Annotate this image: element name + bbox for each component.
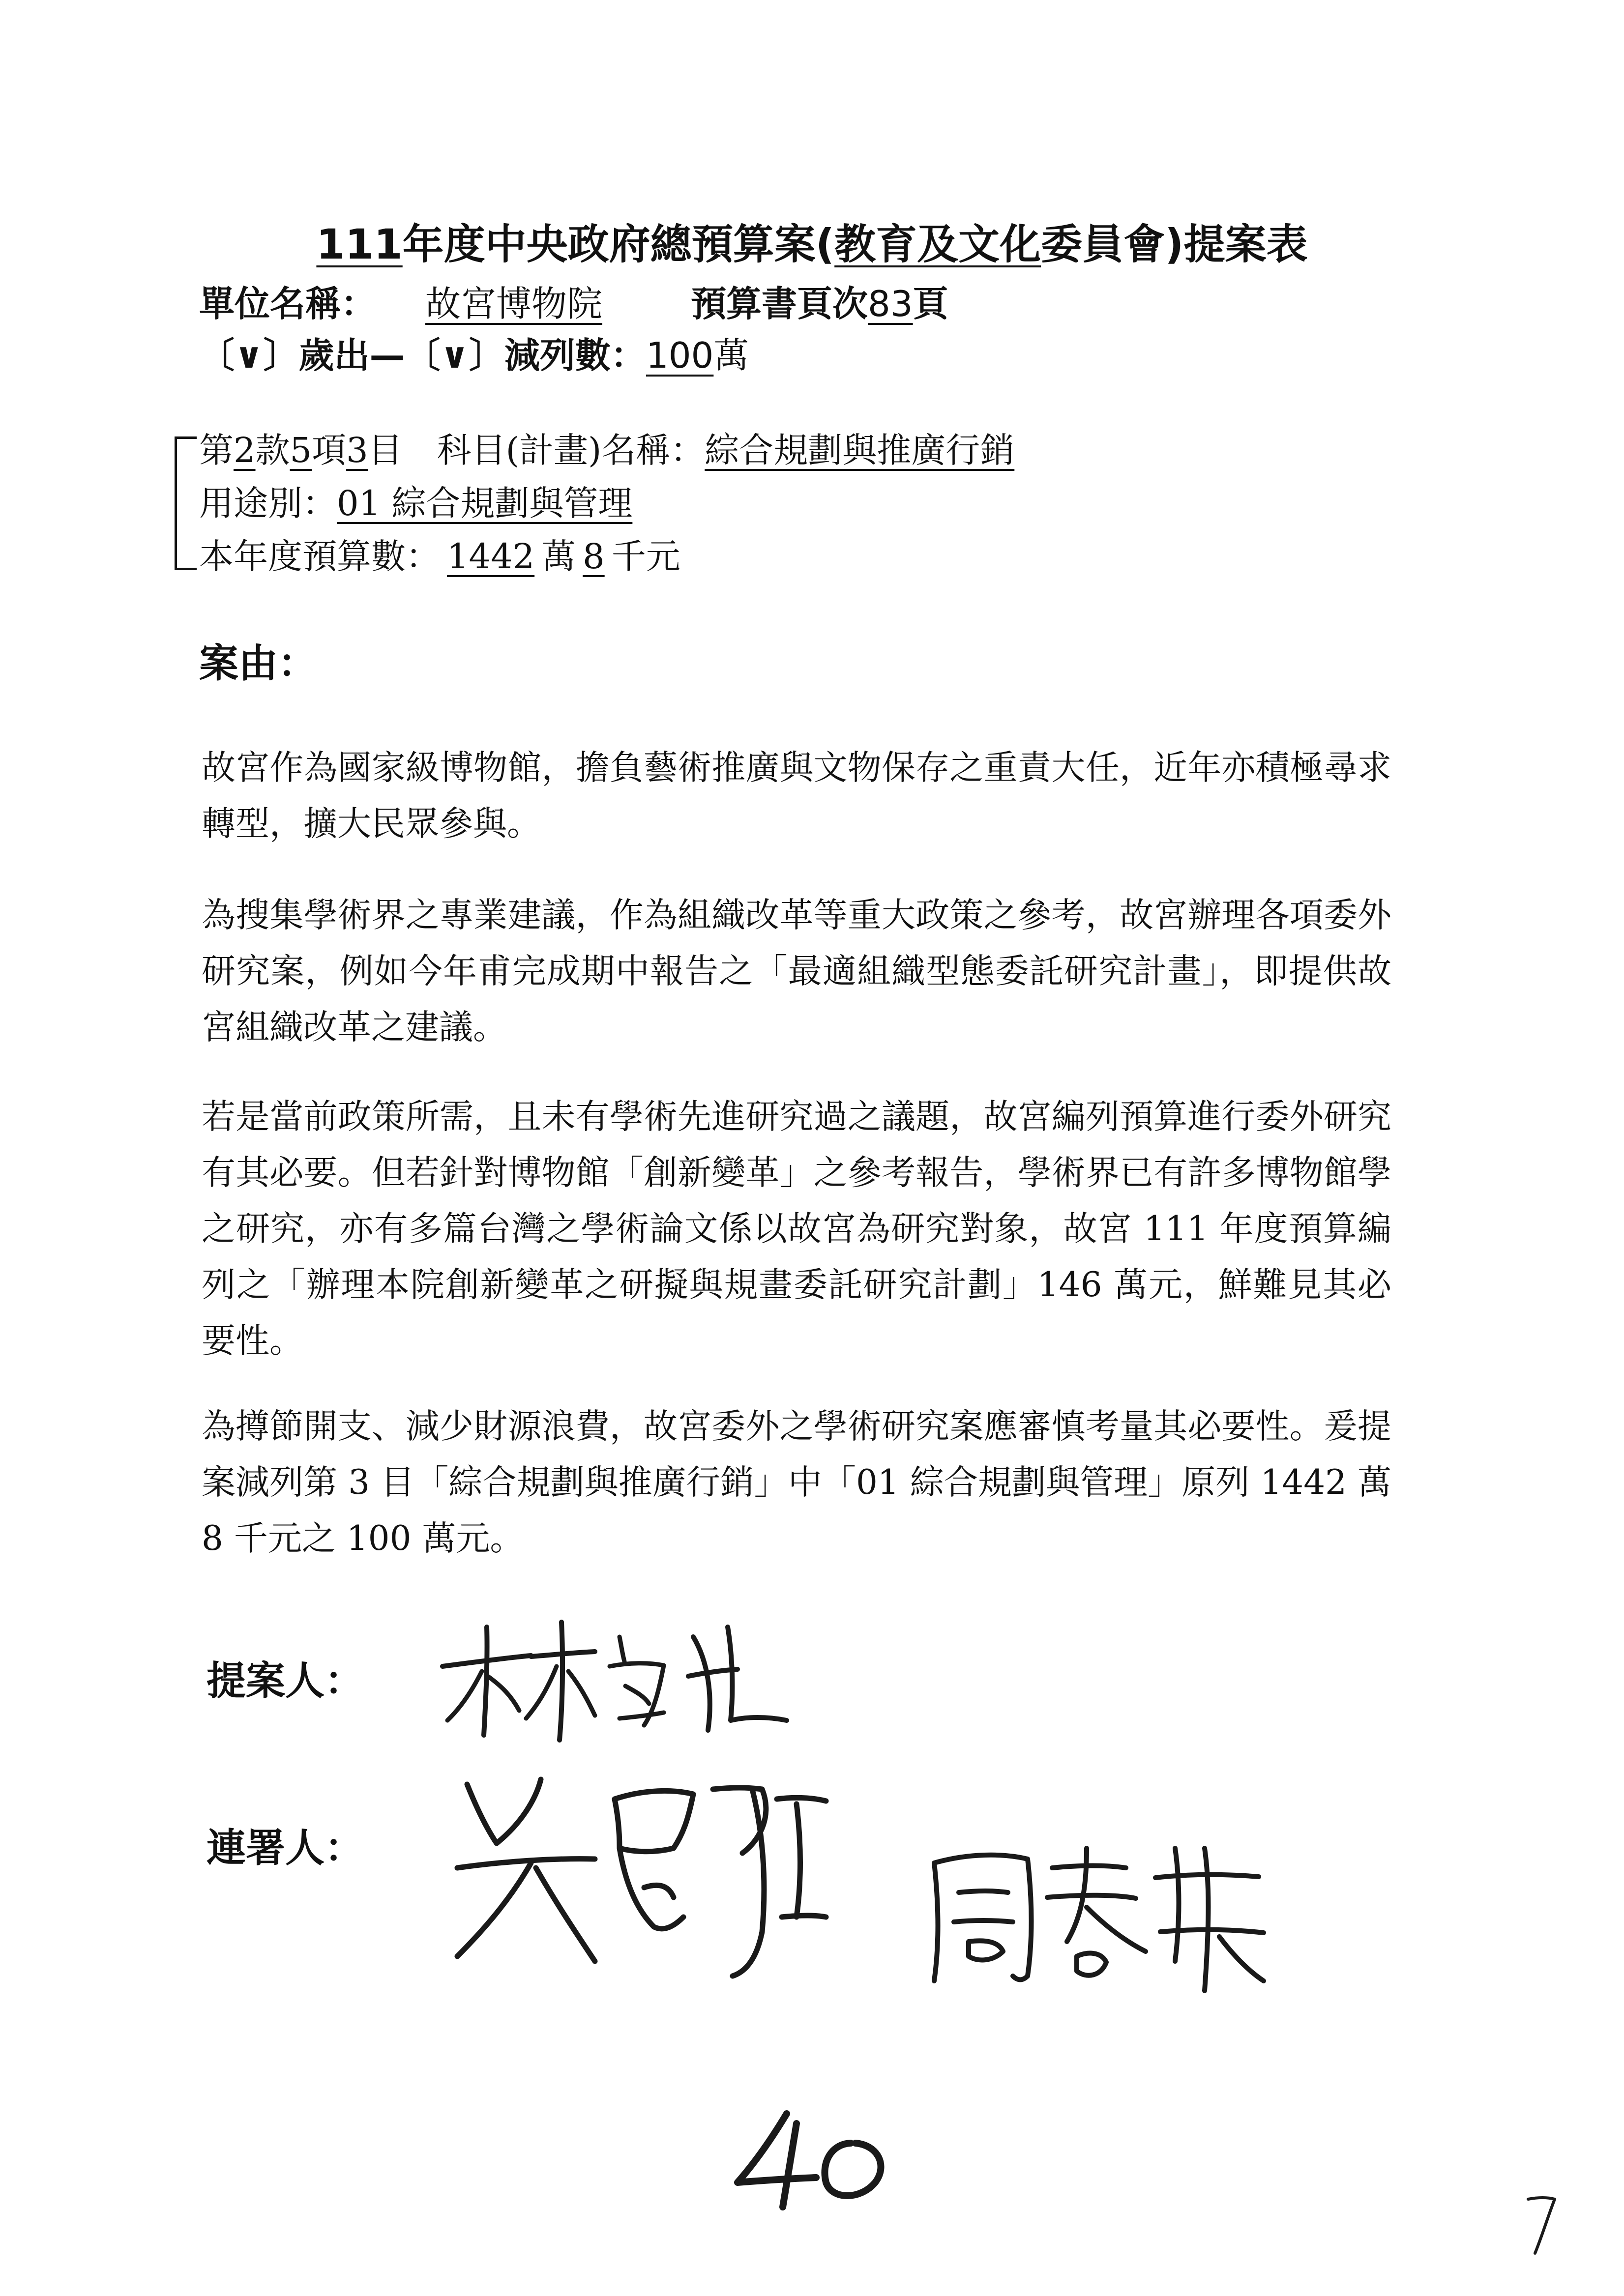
page-label: 預算書頁次 bbox=[691, 283, 868, 324]
title-end: 委員會)提案表 bbox=[1041, 220, 1308, 268]
mu-label: 目 科目(計畫)名稱： bbox=[368, 430, 705, 470]
account-line bbox=[199, 423, 1014, 472]
usage-line bbox=[199, 476, 632, 525]
reason-paragraph: 若是當前政策所需，且未有學術先進研究過之議題，故宮編列預算進行委外研究有其必要。但若針對博物館「創新變革」之參考報告，學術界已有許多博物館學之研究，亦有多篇台灣之學術論文係以故宮為研究對象，故宮 111 年度預算編列之「辦理本院創新變革之研擬與規畫委託研究計劃」146 萬元，鮮難見其必要性。 bbox=[202, 1097, 1391, 1361]
page-title bbox=[0, 211, 1624, 271]
mu-number: 3 bbox=[346, 430, 368, 470]
account-bracket bbox=[175, 436, 197, 570]
unit-label: 單位名稱： bbox=[199, 283, 377, 324]
title-year: 111 bbox=[316, 220, 403, 268]
title-committee: 教育及文化 bbox=[834, 220, 1041, 268]
budget-line bbox=[199, 529, 680, 579]
cosigner-label: 連署人： bbox=[207, 1825, 364, 1871]
reason-paragraph: 為撙節開支、減少財源浪費，故宮委外之學術研究案應審慎考量其必要性。爰提案減列第 3 目「綜合規劃與推廣行銷」中「01 綜合規劃與管理」原列 1442 萬 8 千元之 100 萬元。 bbox=[202, 1407, 1391, 1558]
kuan-prefix: 第 bbox=[199, 430, 234, 470]
unit-name: 故宮博物院 bbox=[425, 283, 603, 324]
xiang-label: 項 bbox=[312, 430, 347, 470]
cut-unit: 萬 bbox=[713, 335, 749, 376]
reason-paragraph: 故宮作為國家級博物館，擔負藝術推廣與文物保存之重責大任，近年亦積極尋求轉型，擴大民眾參與。 bbox=[202, 748, 1391, 843]
handwritten-page-number bbox=[728, 2104, 890, 2212]
cut-amount: 100 bbox=[646, 335, 714, 376]
kuan-number: 2 bbox=[234, 430, 256, 470]
unit-line bbox=[199, 275, 948, 326]
corner-mark bbox=[1524, 2192, 1559, 2256]
budget-qian: 8 bbox=[583, 536, 605, 577]
xiang-number: 5 bbox=[290, 430, 312, 470]
budget-wan: 1442 bbox=[447, 536, 535, 577]
subject-name: 綜合規劃與推廣行銷 bbox=[705, 430, 1015, 470]
usage-value: 01 綜合規劃與管理 bbox=[337, 483, 633, 523]
kuan-label: 款 bbox=[255, 430, 290, 470]
title-middle: 年度中央政府總預算案( bbox=[402, 220, 835, 268]
qian-label: 千元 bbox=[611, 536, 680, 577]
budget-label: 本年度預算數： bbox=[199, 536, 440, 577]
cosigner-signature-1 bbox=[438, 1770, 831, 1986]
wan-label: 萬 bbox=[541, 536, 576, 577]
proposer-signature bbox=[433, 1607, 806, 1755]
reason-paragraph: 為搜集學術界之專業建議，作為組織改革等重大政策之參考，故宮辦理各項委外研究案，例如今年甫完成期中報告之「最適組織型態委託研究計畫」，即提供故宮組織改革之建議。 bbox=[202, 896, 1391, 1047]
page-suffix: 頁 bbox=[913, 283, 948, 324]
cut-line bbox=[199, 327, 749, 378]
cut-text: 〔∨〕歲出—〔∨〕減列數： bbox=[199, 335, 646, 376]
reason-label: 案由： bbox=[199, 640, 317, 686]
usage-label: 用途別： bbox=[199, 483, 337, 523]
proposer-label: 提案人： bbox=[207, 1658, 364, 1704]
cosigner-signature-2 bbox=[919, 1833, 1273, 1996]
page-number: 83 bbox=[868, 283, 913, 324]
